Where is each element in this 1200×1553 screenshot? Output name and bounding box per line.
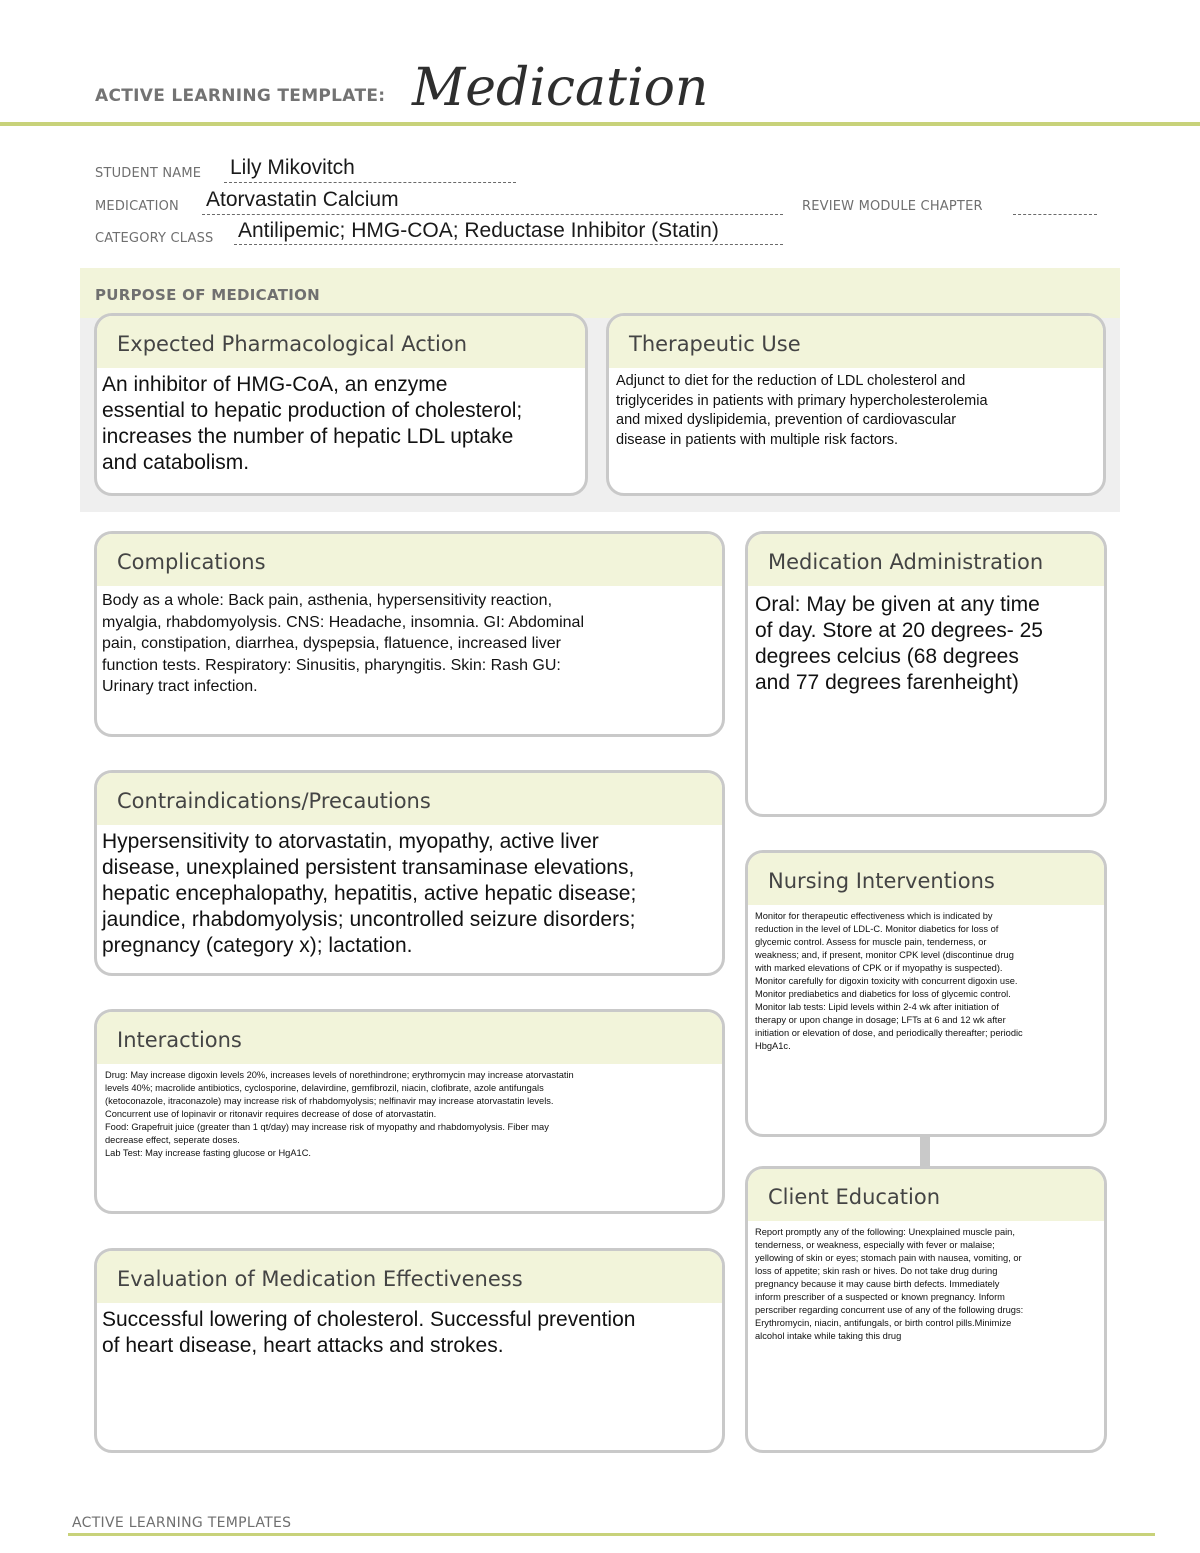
page-title: Medication bbox=[412, 58, 709, 118]
text-line: tenderness, or weakness, especially with fever or malaise; bbox=[755, 1240, 995, 1250]
evaluation-title: Evaluation of Medication Effectiveness bbox=[97, 1251, 722, 1303]
text-line: An inhibitor of HMG-CoA, an enzyme bbox=[102, 373, 448, 396]
text-line: disease, unexplained persistent transaminase elevations, bbox=[102, 856, 635, 879]
text-line: loss of appetite; skin rash or hives. Do not take drug during bbox=[755, 1266, 998, 1276]
student-name-label: STUDENT NAME bbox=[95, 166, 202, 181]
complications-text[interactable] bbox=[97, 586, 722, 698]
category-class-underline bbox=[234, 244, 783, 245]
evaluation-card bbox=[94, 1248, 725, 1453]
text-line: Food: Grapefruit juice (greater than 1 qt/day) may increase risk of myopathy and rhabdomyolysis. Fiber may bbox=[105, 1122, 549, 1132]
text-line: weakness; and, if present, monitor CPK level (discontinue drug bbox=[755, 950, 1014, 960]
text-line: essential to hepatic production of cholesterol; bbox=[102, 399, 523, 422]
text-line: jaundice, rhabdomyolysis; uncontrolled seizure disorders; bbox=[102, 908, 636, 931]
header-divider bbox=[0, 122, 1200, 126]
therapeutic-use-card bbox=[606, 313, 1106, 496]
expected-action-text[interactable] bbox=[97, 368, 585, 476]
nursing-interventions-card bbox=[745, 850, 1107, 1137]
footer-divider bbox=[68, 1533, 1155, 1536]
text-line: Body as a whole: Back pain, asthenia, hypersensitivity reaction, bbox=[102, 592, 553, 609]
text-line: glycemic control. Assess for muscle pain, tenderness, or bbox=[755, 937, 987, 947]
medication-administration-text[interactable] bbox=[748, 586, 1104, 696]
medication-field[interactable]: Atorvastatin Calcium bbox=[206, 188, 399, 211]
text-line: reduction in the level of LDL-C. Monitor diabetics for loss of bbox=[755, 924, 999, 934]
text-line: Concurrent use of lopinavir or ritonavir requires decrease of dose of atorvastatin. bbox=[105, 1109, 437, 1119]
purpose-title: PURPOSE OF MEDICATION bbox=[95, 286, 321, 304]
text-line: Drug: May increase digoxin levels 20%, increases levels of norethindrone; erythromycin may increase atorvastatin bbox=[105, 1070, 574, 1080]
text-line: therapy or upon change in dosage; LFTs at 6 and 12 wk after bbox=[755, 1015, 1006, 1025]
text-line: hepatic encephalopathy, hepatitis, active hepatic disease; bbox=[102, 882, 637, 905]
therapeutic-use-text[interactable] bbox=[609, 368, 1103, 450]
text-line: with marked elevations of CPK or if myopathy is suspected). bbox=[755, 963, 1003, 973]
template-label: ACTIVE LEARNING TEMPLATE: bbox=[95, 86, 386, 106]
medication-administration-card bbox=[745, 531, 1107, 817]
text-line: (ketoconazole, itraconazole) may increase risk of rhabdomyolysis; nelfinavir may increase atorvastatin levels. bbox=[105, 1096, 554, 1106]
client-education-card bbox=[745, 1166, 1107, 1453]
text-line: Urinary tract infection. bbox=[102, 678, 258, 695]
text-line: decrease effect, seperate doses. bbox=[105, 1135, 240, 1145]
text-line: Monitor for therapeutic effectiveness which is indicated by bbox=[755, 911, 993, 921]
medication-underline bbox=[202, 214, 783, 215]
evaluation-text[interactable] bbox=[97, 1303, 722, 1359]
text-line: disease in patients with multiple risk factors. bbox=[616, 431, 899, 448]
text-line: Monitor lab tests: Lipid levels within 2-4 wk after initiation of bbox=[755, 1002, 999, 1012]
client-education-title: Client Education bbox=[748, 1169, 1104, 1221]
nursing-interventions-text[interactable] bbox=[748, 905, 1104, 1053]
text-line: HbgA1c. bbox=[755, 1041, 791, 1051]
student-name-underline bbox=[224, 182, 516, 183]
text-line: inform prescriber of a suspected or known pregnancy. Inform bbox=[755, 1292, 1005, 1302]
text-line: perscriber regarding concurrent use of any of the following drugs: bbox=[755, 1305, 1024, 1315]
complications-title: Complications bbox=[97, 534, 722, 586]
text-line: pregnancy (category x); lactation. bbox=[102, 934, 413, 957]
contraindications-card bbox=[94, 770, 725, 976]
text-line: pregnancy because it may cause birth defects. Immediately bbox=[755, 1279, 1000, 1289]
text-line: myalgia, rhabdomyolysis. CNS: Headache, insomnia. GI: Abdominal bbox=[102, 613, 584, 631]
text-line: Oral: May be given at any time bbox=[755, 593, 1040, 616]
text-line: Lab Test: May increase fasting glucose or HgA1C. bbox=[105, 1148, 312, 1158]
text-line: increases the number of hepatic LDL uptake bbox=[102, 425, 514, 448]
expected-action-card bbox=[94, 313, 588, 496]
contraindications-text[interactable] bbox=[97, 825, 722, 959]
text-line: yellowing of skin or eyes; stomach pain with nausea, vomiting, or bbox=[755, 1253, 1022, 1263]
text-line: Report promptly any of the following: Unexplained muscle pain, bbox=[755, 1227, 1015, 1237]
student-name-field[interactable]: Lily Mikovitch bbox=[230, 156, 355, 179]
text-line: triglycerides in patients with primary hypercholesterolemia bbox=[616, 392, 988, 409]
interactions-card bbox=[94, 1009, 725, 1214]
client-education-text[interactable] bbox=[748, 1221, 1104, 1343]
text-line: Monitor prediabetics and diabetics for loss of glycemic control. bbox=[755, 989, 1011, 999]
text-line: Hypersensitivity to atorvastatin, myopathy, active liver bbox=[102, 830, 599, 853]
therapeutic-use-title: Therapeutic Use bbox=[609, 316, 1103, 368]
medication-label: MEDICATION bbox=[95, 199, 179, 214]
text-line: alcohol intake while taking this drug bbox=[755, 1331, 902, 1341]
text-line: Monitor carefully for digoxin toxicity with concurrent digoxin use. bbox=[755, 976, 1018, 986]
text-line: of day. Store at 20 degrees- 25 bbox=[755, 619, 1043, 642]
medication-administration-title: Medication Administration bbox=[748, 534, 1104, 586]
complications-card bbox=[94, 531, 725, 737]
review-module-underline bbox=[1013, 214, 1097, 215]
text-line: pain, constipation, diarrhea, dyspepsia, flatuence, increased liver bbox=[102, 635, 561, 652]
text-line: Adjunct to diet for the reduction of LDL cholesterol and bbox=[616, 373, 966, 389]
interactions-title: Interactions bbox=[97, 1012, 722, 1064]
text-line: function tests. Respiratory: Sinusitis, pharyngitis. Skin: Rash GU: bbox=[102, 656, 561, 674]
text-line: and 77 degrees farenheight) bbox=[755, 671, 1019, 694]
text-line: degrees celcius (68 degrees bbox=[755, 645, 1019, 668]
text-line: Successful lowering of cholesterol. Successful prevention bbox=[102, 1308, 636, 1331]
text-line: levels 40%; macrolide antibiotics, cyclosporine, delavirdine, gemfibrozil, niacin, clofibrate, azole antifungals bbox=[105, 1083, 544, 1093]
review-module-label: REVIEW MODULE CHAPTER bbox=[802, 199, 983, 214]
text-line: of heart disease, heart attacks and strokes. bbox=[102, 1334, 504, 1357]
contraindications-title: Contraindications/Precautions bbox=[97, 773, 722, 825]
category-class-label: CATEGORY CLASS bbox=[95, 231, 214, 246]
expected-action-title: Expected Pharmacological Action bbox=[97, 316, 585, 368]
text-line: Erythromycin, niacin, antifungals, or birth control pills.Minimize bbox=[755, 1318, 1012, 1328]
category-class-field[interactable]: Antilipemic; HMG-COA; Reductase Inhibitor (Statin) bbox=[238, 219, 719, 242]
interactions-text[interactable] bbox=[97, 1064, 722, 1160]
card-connector bbox=[920, 1135, 930, 1167]
text-line: and mixed dyslipidemia, prevention of cardiovascular bbox=[616, 412, 957, 428]
footer-label: ACTIVE LEARNING TEMPLATES bbox=[72, 1515, 292, 1531]
nursing-interventions-title: Nursing Interventions bbox=[748, 853, 1104, 905]
text-line: and catabolism. bbox=[102, 451, 250, 474]
text-line: initiation or elevation of dose, and periodically thereafter; periodic bbox=[755, 1028, 1023, 1038]
